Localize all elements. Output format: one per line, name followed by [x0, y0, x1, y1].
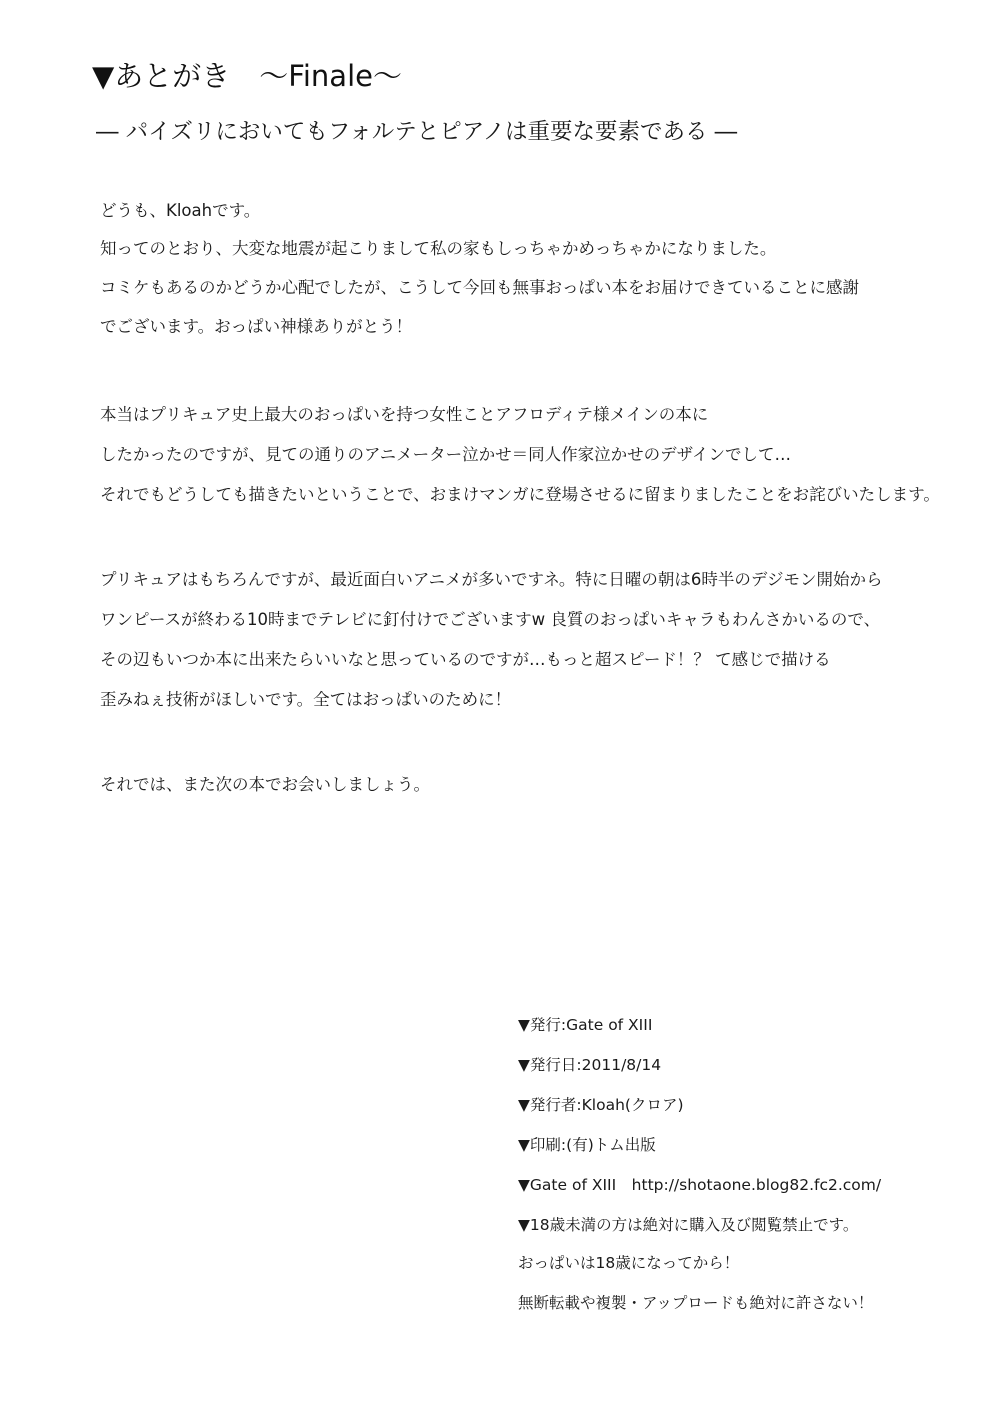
paragraph-2-line: それでもどうしても描きたいということで、おまけマンガに登場させるに留まりましたことをお詫びいたします。	[100, 485, 940, 504]
paragraph-1-line: コミケもあるのかどうか心配でしたが、こうして今回も無事おっぱい本をお届けできていることに感謝	[100, 278, 859, 297]
paragraph-1-line: でございます。おっぱい神様ありがとう！	[100, 317, 413, 336]
paragraph-1-line: 知ってのとおり、大変な地震が起こりまして私の家もしっちゃかめっちゃかになりました。	[100, 239, 777, 258]
colophon-issuer: ▼発行者:Kloah(クロア)	[518, 1096, 684, 1114]
paragraph-3-line: プリキュアはもちろんですが、最近面白いアニメが多いですネ。特に日曜の朝は6時半のデジモン開始から	[100, 570, 883, 589]
colophon-website: ▼Gate of XIII http://shotaone.blog82.fc2.com/	[518, 1176, 882, 1194]
paragraph-3-line: ワンピースが終わる10時までテレビに釘付けでございますw 良質のおっぱいキャラもわんさかいるので、	[100, 610, 881, 629]
colophon-age-warning: ▼18歳未満の方は絶対に購入及び閲覧禁止です。	[518, 1216, 859, 1234]
afterword-subtitle: ― パイズリにおいてもフォルテとピアノは重要な要素である ―	[96, 119, 738, 145]
colophon-publisher: ▼発行:Gate of XIII	[518, 1016, 653, 1034]
colophon-printer: ▼印刷:(有)トム出版	[518, 1136, 656, 1154]
colophon-age-note: おっぱいは18歳になってから！	[518, 1254, 740, 1272]
closing-line: それでは、また次の本でお会いしましょう。	[100, 775, 430, 794]
paragraph-2-line: したかったのですが、見ての通りのアニメーター泣かせ＝同人作家泣かせのデザインでして…	[100, 445, 792, 464]
afterword-title: ▼あとがき ～Finale～	[92, 59, 402, 93]
paragraph-3-line: 歪みねぇ技術がほしいです。全てはおっぱいのために！	[100, 690, 512, 709]
paragraph-2-line: 本当はプリキュア史上最大のおっぱいを持つ女性ことアフロディテ様メインの本に	[100, 405, 709, 424]
paragraph-3-line: その辺もいつか本に出来たらいいなと思っているのですが…もっと超スピード！？ て感じで描ける	[100, 650, 831, 669]
colophon-copyright-notice: 無断転載や複製・アップロードも絶対に許さない！	[518, 1294, 874, 1312]
colophon-date: ▼発行日:2011/8/14	[518, 1056, 662, 1074]
greeting-line: どうも、Kloahです。	[100, 201, 261, 220]
